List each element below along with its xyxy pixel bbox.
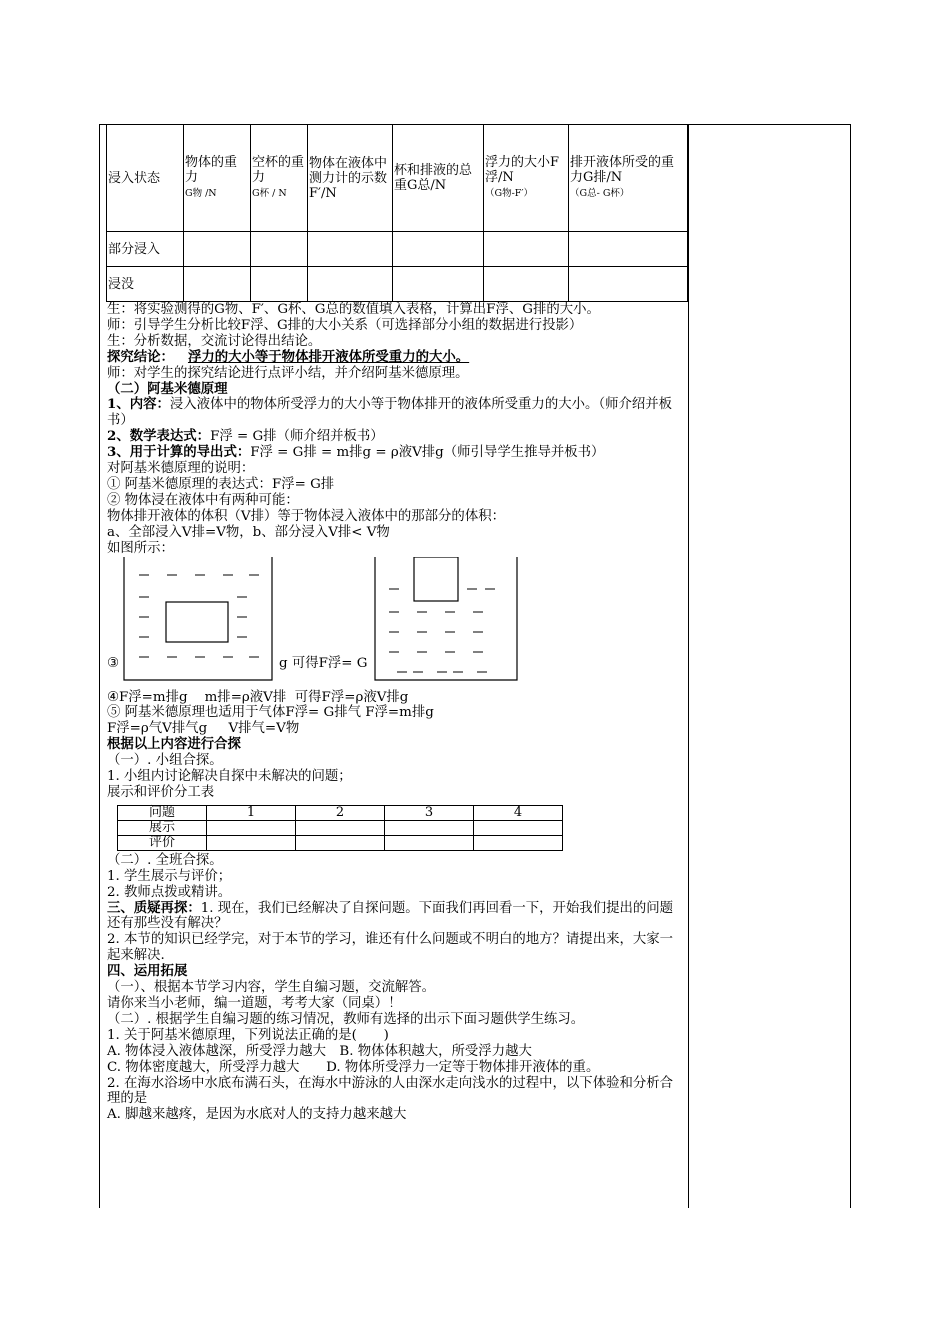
header-state: 浸入状态 <box>107 125 184 232</box>
text-line: （二）. 根据学生自编习题的练习情况，教师有选择的出示下面习题供学生练习。 <box>107 1011 585 1027</box>
text-line: 如图所示： <box>107 540 174 556</box>
text-line: 2. 本节的知识已经学完，对于本节的学习，谁还有什么问题或不明白的地方？请提出来，大家一起来解决. <box>107 932 674 964</box>
section-heading: 根据以上内容进行合探 <box>107 736 241 753</box>
text-line: （一）. 小组合探。 <box>107 753 223 769</box>
text-line: 1. 关于阿基米德原理，下列说法正确的是( ) <box>107 1027 389 1043</box>
lesson-content <box>107 124 685 1123</box>
text-line: ④F浮=m排g m排=ρ液V排 可得F浮=ρ液V排g <box>107 689 409 705</box>
text-line: 2. 在海水浴场中水底布满石头，在海水中游泳的人由深水走向浅水的过程中，以下体验和分析合理的是 <box>107 1075 674 1107</box>
header-total: 杯和排液的总重G总/N <box>393 125 484 232</box>
text-line: 三、质疑再探：1. 现在，我们已经解决了自探问题。下面我们再回看一下，开始我们提出的问题还有那些没有解决？ <box>107 899 674 932</box>
text-line: 请你来当小老师，编一道题，考考大家（同桌）！ <box>107 996 402 1011</box>
text-line: 师：引导学生分析比较F浮、G排的大小关系（可选择部分小组的数据进行投影） <box>107 317 583 333</box>
table-cell: 4 <box>474 805 563 820</box>
table-cell: 评价 <box>118 835 207 850</box>
text-line: ② 物体浸在液体中有两种可能： <box>107 492 299 508</box>
text-line: 对阿基米德原理的说明： <box>107 461 255 477</box>
table-cell: 展示 <box>118 820 207 835</box>
text-line: A. 物体浸入液体越深，所受浮力越大 B. 物体体积越大，所受浮力越大 <box>107 1043 532 1059</box>
note-3-text: g 可得F浮= G <box>279 655 368 671</box>
table-cell: 1 <box>207 805 296 820</box>
beaker-diagram <box>107 557 685 690</box>
beaker-figures <box>107 557 685 690</box>
text-line: 1. 学生展示与评价； <box>107 868 232 884</box>
header-reading: 物体在液体中测力计的示数F′/N <box>308 125 393 232</box>
text-line: 生：分析数据，交流讨论得出结论。 <box>107 333 322 349</box>
text-line: 生：将实验测得的G物、F′、G杯、G总的数值填入表格，计算出F浮、G排的大小。 <box>107 302 600 317</box>
text-line: 2、数学表达式：F浮 = G排（师介绍并板书） <box>107 428 384 445</box>
text-line: F浮=ρ气V排气g V排气=V物 <box>107 721 300 737</box>
header-displaced: 排开液体所受的重力G排/N （G总- G杯） <box>569 125 688 232</box>
text-line: 师：对学生的探究结论进行点评小结，并介绍阿基米德原理。 <box>107 365 469 381</box>
evaluation-table <box>117 805 563 851</box>
conclusion: 探究结论： 浮力的大小等于物体排开液体所受重力的大小。 <box>107 348 470 365</box>
text-line: ① 阿基米德原理的表达式：F浮= G排 <box>107 476 335 492</box>
row-label: 浸没 <box>107 267 184 302</box>
text-line: A. 脚越来越疼，是因为水底对人的支持力越来越大 <box>107 1107 407 1123</box>
text-line: C. 物体密度越大，所受浮力越大 D. 物体所受浮力一定等于物体排开液体的重。 <box>107 1059 600 1075</box>
section-heading: （二）阿基米德原理 <box>107 380 228 397</box>
note-3: ③ <box>107 655 120 671</box>
text-line: a、全部浸入V排=V物，b、部分浸入V排< V物 <box>107 524 390 540</box>
right-column-divider <box>688 124 689 1208</box>
section-heading: 四、运用拓展 <box>107 963 188 980</box>
table-cell: 问题 <box>118 805 207 820</box>
text-line: 3、用于计算的导出式：F浮 = G排 = m排g = ρ液V排g（师引导学生推导并板书） <box>107 444 605 461</box>
header-buoyancy: 浮力的大小F浮/N （G物-F′） <box>484 125 569 232</box>
experiment-table <box>106 124 688 302</box>
text-line: 物体排开液体的体积（V排）等于物体浸入液体中的那部分的体积： <box>107 508 505 524</box>
text-line: 2. 教师点拨或精讲。 <box>107 884 232 900</box>
text-line: 1. 小组内讨论解决自探中未解决的问题； <box>107 769 352 785</box>
table-cell: 3 <box>385 805 474 820</box>
text-line: （二）. 全班合探。 <box>107 852 223 868</box>
row-label: 部分浸入 <box>107 232 184 267</box>
header-cup-weight: 空杯的重力 G杯 / N <box>251 125 308 232</box>
text-line: （一）、根据本节学习内容，学生自编习题，交流解答。 <box>107 980 436 996</box>
text-line: ⑤ 阿基米德原理也适用于气体F浮= G排气 F浮=m排g <box>107 705 434 721</box>
text-line: 1、内容：浸入液体中的物体所受浮力的大小等于物体排开的液体所受重力的大小。（师介绍并板书） <box>107 396 673 429</box>
header-object-weight: 物体的重力 G物 /N <box>184 125 251 232</box>
text-line: 展示和评价分工表 <box>107 784 215 800</box>
table-cell: 2 <box>296 805 385 820</box>
